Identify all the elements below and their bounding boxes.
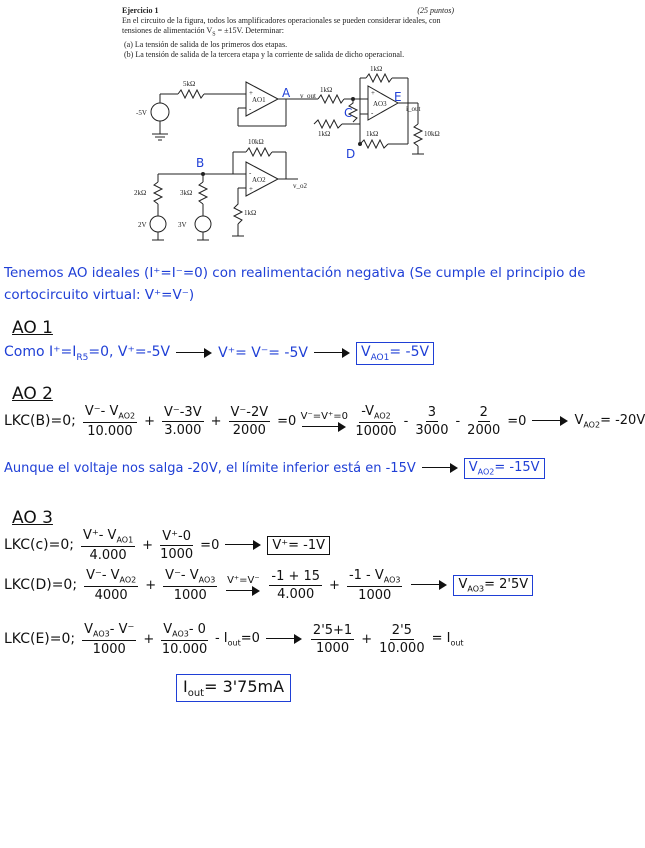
label-r-d: 1kΩ	[366, 130, 379, 138]
lkc-c-equation: LKC(c)=0; $\frac{V^+- V_{AO1}}{4.000}$ + $\frac{V^+-0}{1000}$ =0 V⁺= -1V	[4, 528, 330, 563]
ao2-final: $V_{AO2}= -15V$	[464, 458, 545, 479]
arrow	[411, 580, 447, 590]
label-src-3v: 3V	[178, 221, 187, 229]
label-i-out: i_out	[406, 105, 421, 113]
arrow	[176, 348, 212, 358]
label-ao1-minus: -	[249, 105, 252, 113]
node-d: D	[346, 147, 356, 161]
ao2-note: Aunque el voltaje nos salga -20V, el límite inferior está en -15V $V_{AO2}= -15V$	[4, 458, 545, 479]
resistor-1k-bottom	[234, 188, 242, 224]
arrow	[422, 463, 458, 473]
notes-intro-line1: Tenemos AO ideales (I⁺=I⁻=0) con realimentación negativa (Se cumple el principio de	[4, 265, 586, 281]
exercise-points: (25 puntos)	[417, 6, 454, 15]
label-r-top: 5kΩ	[183, 80, 196, 88]
node-c: C	[344, 106, 353, 120]
notes-intro-line2: cortocircuito virtual: V⁺=V⁻)	[4, 287, 195, 303]
resistor-load	[414, 124, 422, 146]
notes-intro	[4, 262, 598, 306]
ao1-heading: AO 1	[12, 318, 53, 338]
statement-intro: En el circuito de la figura, todos los amplificadores operacionales se pueden considerar ideales, con tensiones de alimentación $V_S = \pm 15V$. Determinar:	[122, 16, 441, 38]
ao2-result: $V_{AO2}= -20V$	[574, 413, 645, 430]
label-r-feed3: 1kΩ	[370, 65, 383, 73]
ao2-equation: LKC(B)=0; $\frac{V^-- V_{AO2}}{10.000}$ + $\frac{V^--3V}{3.000}$ + $\frac{V^--2V}{2000}$ =0 V⁻=V⁺=0 $\frac{-V_{AO2}}{10000}$ - $\frac{3}{3000}$ - $\frac{2}{2000}$ =0 $V_{AO2}= -20V$	[4, 404, 645, 439]
label-ao1: AO1	[252, 96, 266, 104]
label-ao3-minus: -	[371, 109, 374, 117]
arrow	[532, 416, 568, 426]
resistor-d	[360, 140, 388, 148]
lkc-d-equation: LKC(D)=0; $\frac{V^-- V_{AO2}}{4000}$ + $\frac{V^-- V_{AO3}}{1000}$ V⁺=V⁻ $\frac{-1 + 15}{4.000}$ + $\frac{-1 - V_{AO3}}{1000}$ $V_{AO3}= 2'5V$	[4, 568, 533, 603]
resistor-mid	[314, 120, 342, 128]
statement-block	[122, 6, 454, 60]
arrow	[302, 422, 346, 432]
node-b: B	[196, 156, 205, 170]
voltage-source-left	[151, 103, 169, 121]
label-ao3-plus: +	[371, 89, 375, 97]
arrow	[314, 348, 350, 358]
label-r-1k-bottom: 1kΩ	[244, 209, 257, 217]
ao3-heading: AO 3	[12, 508, 53, 528]
label-ao2: AO2	[252, 176, 266, 184]
final-result: $I_{out}= 3'75mA$	[176, 674, 291, 702]
d-result: $V_{AO3}= 2'5V$	[453, 575, 533, 596]
resistor-fb2	[246, 148, 272, 156]
label-ao2-plus: +	[249, 185, 253, 193]
c-result: V⁺= -1V	[267, 536, 330, 555]
ao1-line: Como $I^+=I_{R5}=0$, V⁺=-5V V⁺= V⁻= -5V $V_{AO1}= -5V$	[4, 342, 434, 365]
exercise-title: Ejercicio 1	[122, 6, 159, 15]
voltage-source-3v	[195, 216, 211, 232]
resistor-5k	[178, 90, 204, 98]
arrow	[226, 586, 260, 596]
label-r-2k: 2kΩ	[134, 189, 147, 197]
label-ao2-minus: -	[249, 169, 252, 177]
node-e: E	[394, 90, 402, 104]
label-r-3k: 3kΩ	[180, 189, 193, 197]
arrow	[225, 540, 261, 550]
statement-part-a: (a) La tensión de salida de los primeros dos etapas.	[124, 39, 288, 49]
label-src-2v: 2V	[138, 221, 147, 229]
resistor-3k	[199, 182, 207, 204]
node-a: A	[282, 86, 291, 100]
label-r-fb2: 10kΩ	[248, 138, 264, 146]
label-r-a: 1kΩ	[320, 86, 333, 94]
statement-part-b: (b) La tensión de salida de la tercera etapa y la corriente de salida de dicho operacional.	[124, 49, 405, 59]
label-ao1-plus: +	[249, 89, 253, 97]
label-ao3: AO3	[373, 100, 387, 108]
lkc-e-equation: LKC(E)=0; $\frac{V_{AO3}- V^-}{1000}$ + $\frac{V_{AO3}- 0}{10.000}$ - $I_{out}=0$ $\frac{2'5+1}{1000}$ + $\frac{2'5}{10.000}$ = $I_{out}$	[4, 622, 464, 657]
label-v-out: v_out	[300, 92, 316, 100]
label-v-o2: v_o2	[293, 182, 307, 190]
resistor-2k	[154, 182, 162, 204]
label-r-mid: 1kΩ	[318, 130, 331, 138]
ao2-heading: AO 2	[12, 384, 53, 404]
circuit-diagram	[128, 64, 458, 248]
ao1-result: $V_{AO1}= -5V$	[356, 342, 434, 365]
arrow	[266, 634, 302, 644]
ao1-mid: V⁺= V⁻= -5V	[218, 345, 308, 362]
resistor-feed3	[366, 74, 392, 82]
voltage-source-2v	[150, 216, 166, 232]
resistor-a	[318, 95, 344, 103]
label-r-load: 10kΩ	[424, 130, 440, 138]
label-src-left: -5V	[136, 109, 147, 117]
